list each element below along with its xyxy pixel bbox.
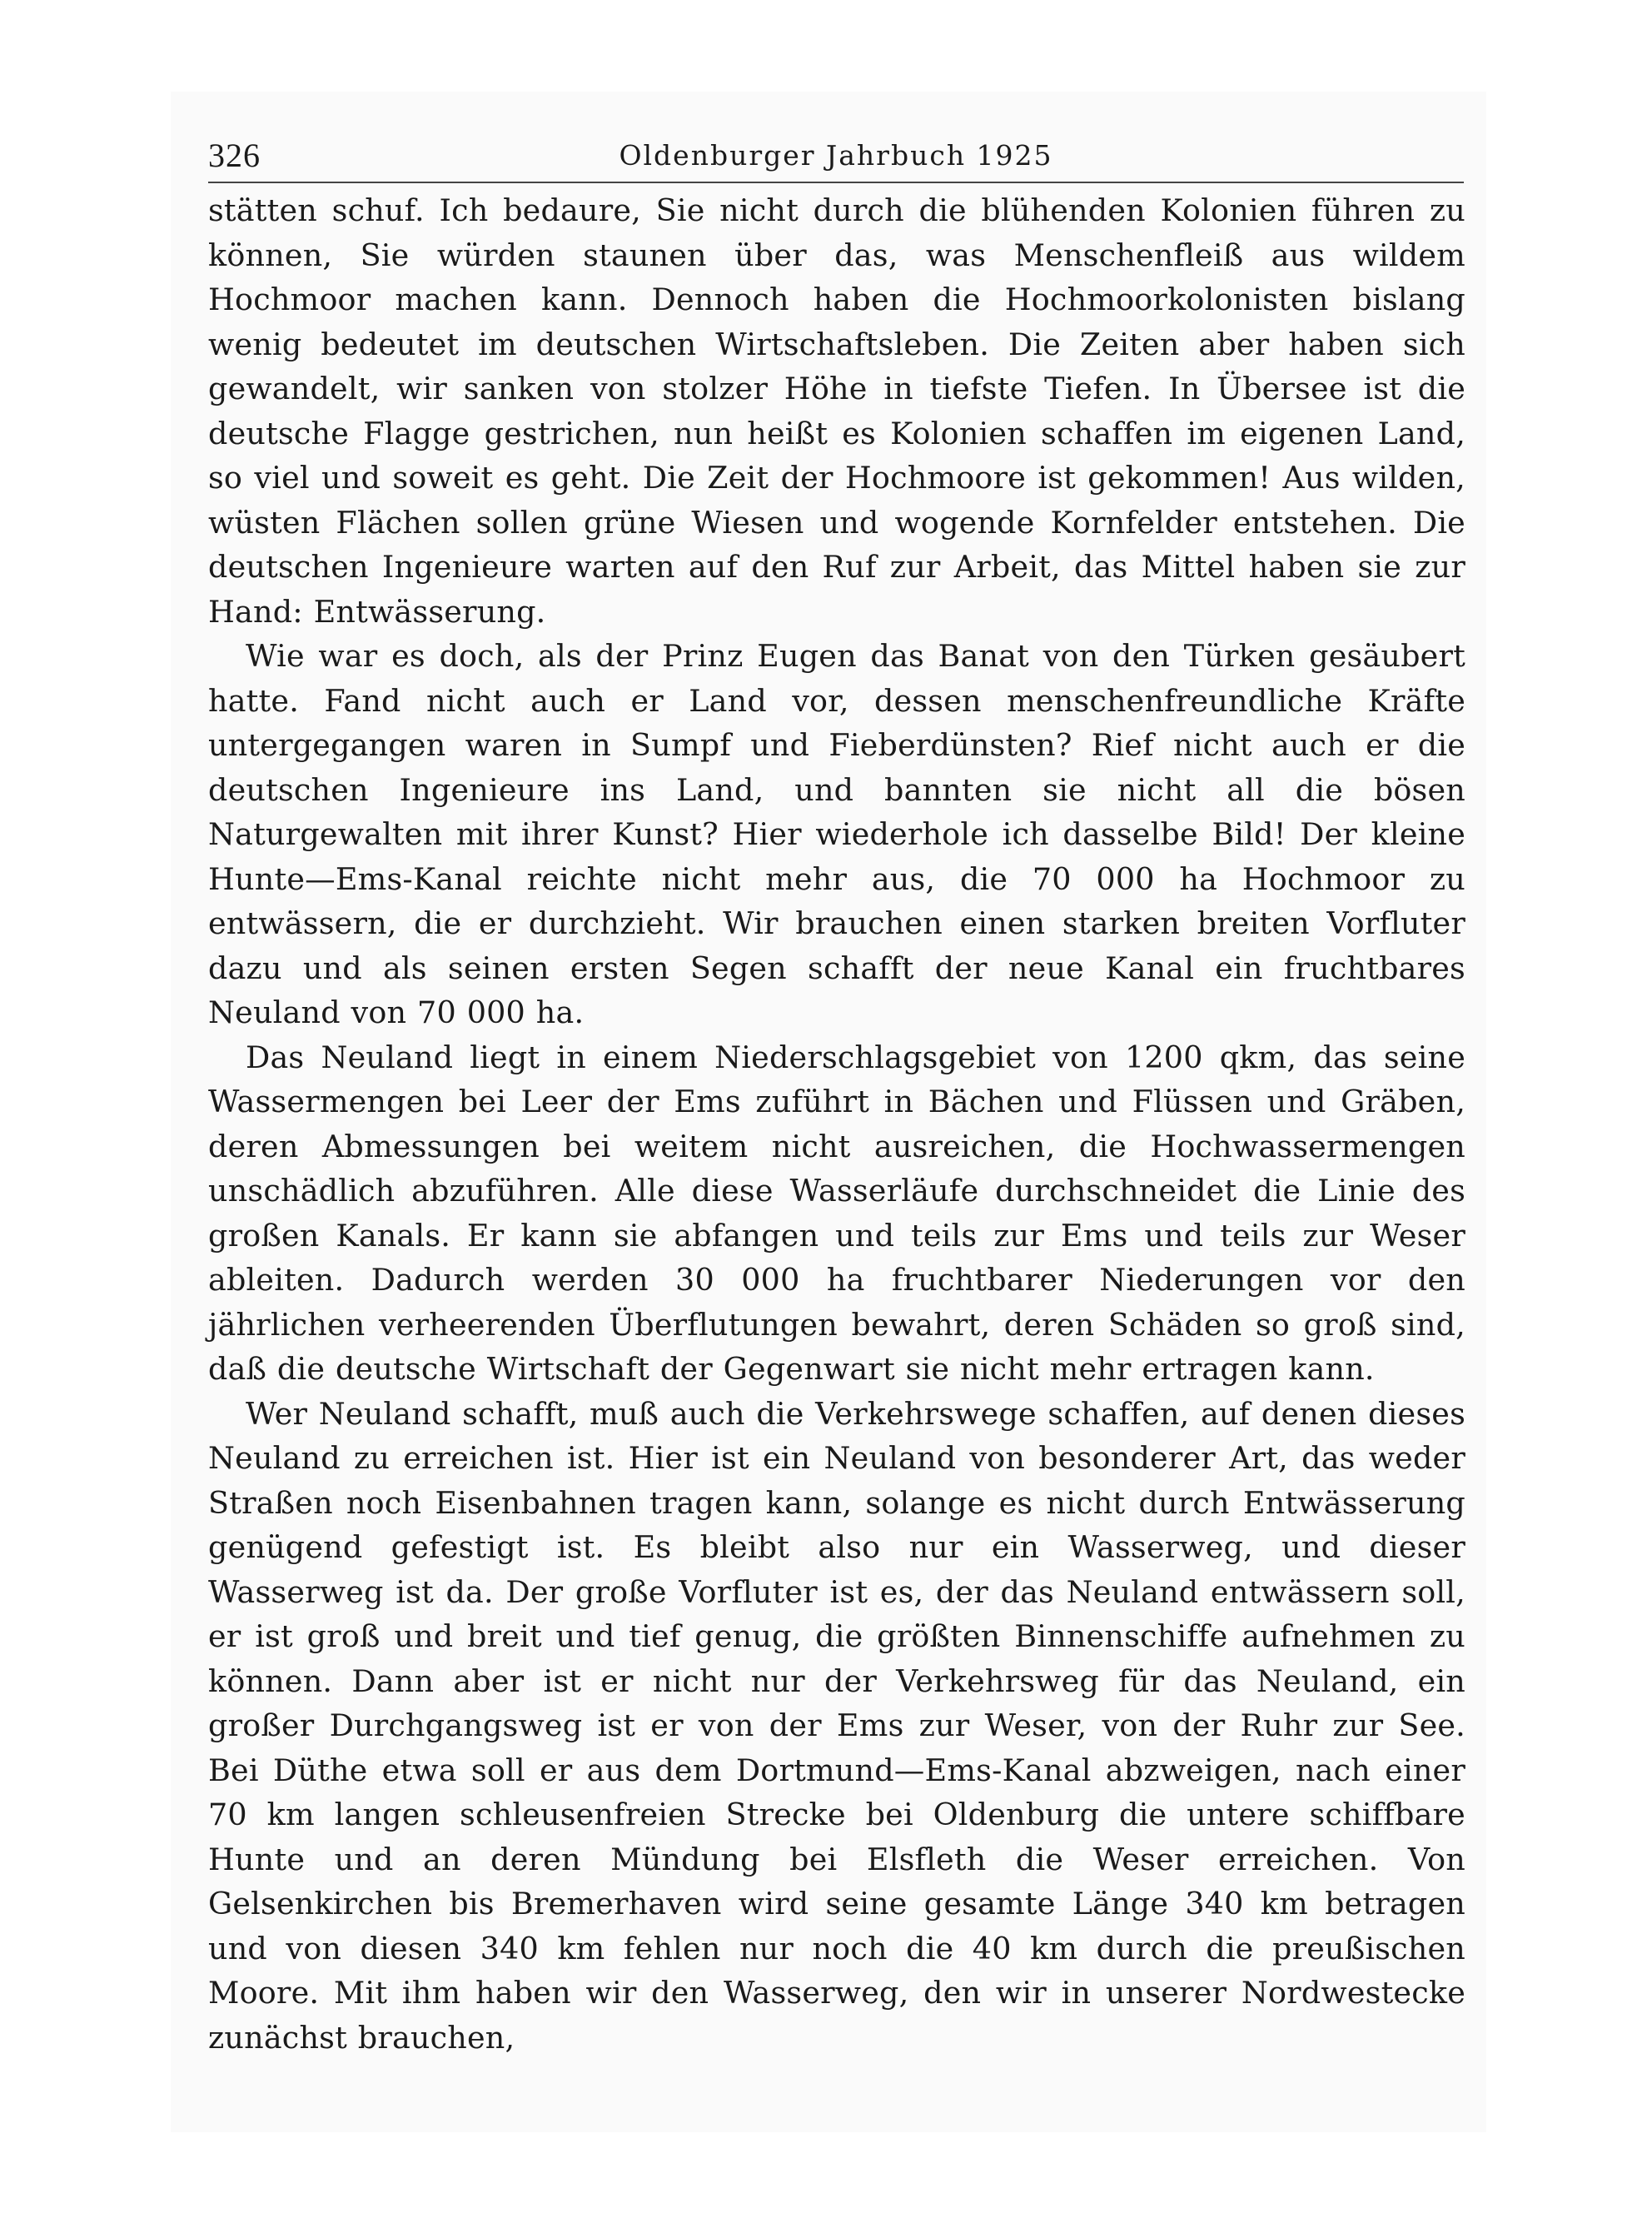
page-header [208,135,1464,177]
paragraph-4: Wer Neuland schafft, muß auch die Verkehrswege schaffen, auf denen dieses Neuland zu erreichen ist. Hier ist ein Neuland von besonderer Art, das weder Straßen noch Eisenbahnen tragen kann, solange es nicht durch Entwässerung genügend gefestigt ist. Es bleibt also nur ein Wasserweg, und dieser Wasserweg ist da. Der große Vorfluter ist es, der das Neuland entwässern soll, er ist groß und breit und tief genug, die größten Binnenschiffe aufnehmen zu können. Dann aber ist er nicht nur der Verkehrsweg für das Neuland, ein großer Durchgangsweg ist er von der Ems zur Weser, von der Ruhr zur See. Bei Düthe etwa soll er aus dem Dortmund—Ems-Kanal abzweigen, nach einer 70 km langen schleusenfreien Strecke bei Oldenburg die untere schiffbare Hunte und an deren Mündung bei Elsfleth die Weser erreichen. Von Gelsenkirchen bis Bremerhaven wird seine gesamte Länge 340 km betragen und von diesen 340 km fehlen nur noch die 40 km durch die preußischen Moore. Mit ihm haben wir den Wasserweg, den wir in unserer Nordwestecke zunächst brauchen, [208,1395,1465,2056]
paragraph-3: Das Neuland liegt in einem Niederschlagsgebiet von 1200 qkm, das seine Wassermengen bei Leer der Ems zuführt in Bächen und Flüssen und Gräben, deren Abmessungen bei weitem nicht ausreichen, die Hochwassermengen unschädlich abzuführen. Alle diese Wasserläufe durchschneidet die Linie des großen Kanals. Er kann sie abfangen und teils zur Ems und teils zur Weser ableiten. Dadurch werden 30 000 ha fruchtbarer Niederungen vor den jährlichen verheerenden Überflutungen bewahrt, deren Schäden so groß sind, daß die deutsche Wirtschaft der Gegenwart sie nicht mehr ertragen kann. [208,1039,1465,1387]
paragraph-1: stätten schuf. Ich bedaure, Sie nicht durch die blühenden Kolonien führen zu können, Sie würden staunen über das, was Menschenfleiß aus wildem Hochmoor machen kann. Dennoch haben die Hochmoorkolonisten bislang wenig bedeutet im deutschen Wirtschaftsleben. Die Zeiten aber haben sich gewandelt, wir sanken von stolzer Höhe in tiefste Tiefen. In Übersee ist die deutsche Flagge gestrichen, nun heißt es Kolonien schaffen im eigenen Land, so viel und soweit es geht. Die Zeit der Hochmoore ist gekommen! Aus wilden, wüsten Flächen sollen grüne Wiesen und wogende Kornfelder entstehen. Die deutschen Ingenieure warten auf den Ruf zur Arbeit, das Mittel haben sie zur Hand: Entwässerung. [208,192,1465,630]
running-title: Oldenburger Jahrbuch 1925 [619,139,1053,172]
paragraph-2: Wie war es doch, als der Prinz Eugen das Banat von den Türken gesäubert hatte. Fand nicht auch er Land vor, dessen menschenfreundliche Kräfte untergegangen waren in Sumpf und Fieberdünsten? Rief nicht auch er die deutschen Ingenieure ins Land, und bannten sie nicht all die bösen Naturgewalten mit ihrer Kunst? Hier wiederhole ich dasselbe Bild! Der kleine Hunte—Ems-Kanal reichte nicht mehr aus, die 70 000 ha Hochmoor zu entwässern, die er durchzieht. Wir brauchen einen starken breiten Vorfluter dazu und als seinen ersten Segen schafft der neue Kanal ein fruchtbares Neuland von 70 000 ha. [208,638,1465,1030]
body-text [208,188,1465,2060]
page-number: 326 [208,137,261,174]
header-rule [208,182,1464,183]
